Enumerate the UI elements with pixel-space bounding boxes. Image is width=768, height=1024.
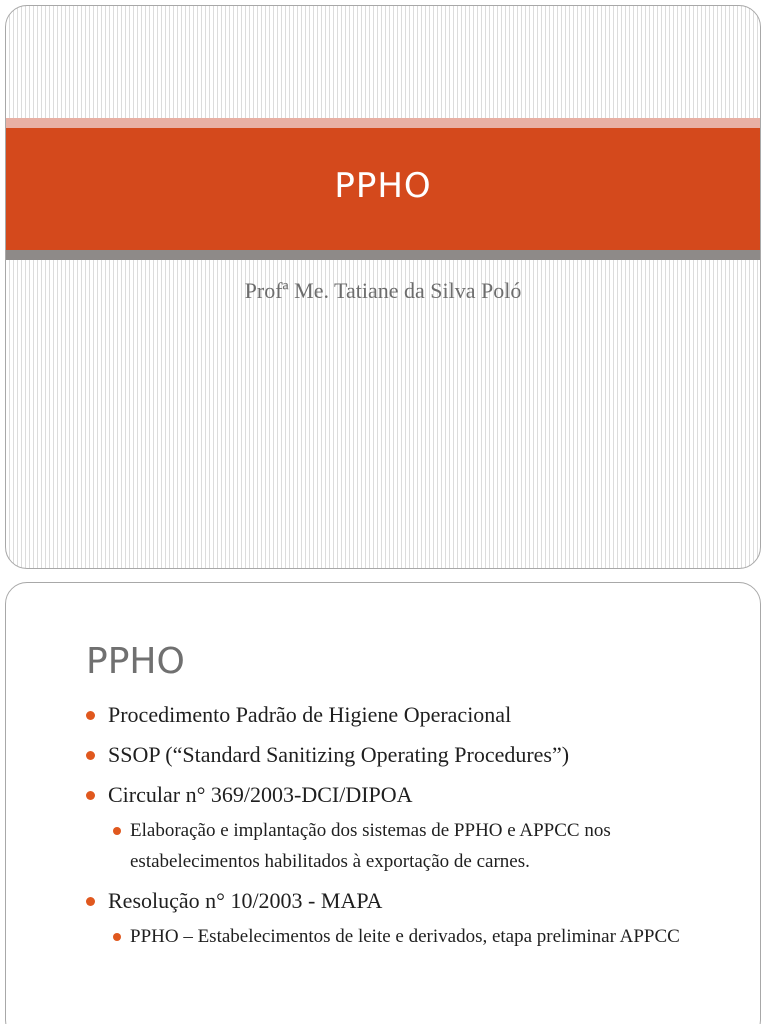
bullet-item xyxy=(86,781,736,809)
bullet-list xyxy=(86,701,736,962)
sub-bullet-item xyxy=(86,815,736,877)
bullet-text: Resolução n° 10/2003 - MAPA xyxy=(108,888,383,913)
slide-title: PPHO xyxy=(334,166,432,206)
content-slide-title: PPHO xyxy=(86,641,185,682)
sub-bullet-item xyxy=(86,921,736,952)
bullet-dot-icon xyxy=(86,751,95,760)
bullet-text: Procedimento Padrão de Higiene Operacional xyxy=(108,702,512,727)
title-slide xyxy=(5,5,761,569)
bullet-dot-icon xyxy=(86,791,95,800)
bullet-item xyxy=(86,701,736,729)
slide-subtitle: Profª Me. Tatiane da Silva Poló xyxy=(244,278,522,303)
sub-bullet-dot-icon xyxy=(113,827,121,835)
bullet-dot-icon xyxy=(86,897,95,906)
accent-band-top xyxy=(6,118,760,128)
bullet-item xyxy=(86,887,736,915)
bullet-text: SSOP (“Standard Sanitizing Operating Procedures”) xyxy=(108,742,570,767)
bullet-text: Circular n° 369/2003-DCI/DIPOA xyxy=(108,782,413,807)
sub-bullet-text: PPHO – Estabelecimentos de leite e derivados, etapa preliminar APPCC xyxy=(130,926,680,947)
content-slide xyxy=(5,582,761,1024)
sub-bullet-dot-icon xyxy=(113,933,121,941)
sub-bullet-text: Elaboração e implantação dos sistemas de PPHO e APPCC nos estabelecimentos habilitados à exportação de carnes. xyxy=(130,820,611,872)
bullet-dot-icon xyxy=(86,711,95,720)
accent-band-bottom xyxy=(6,250,760,260)
bullet-item xyxy=(86,741,736,769)
